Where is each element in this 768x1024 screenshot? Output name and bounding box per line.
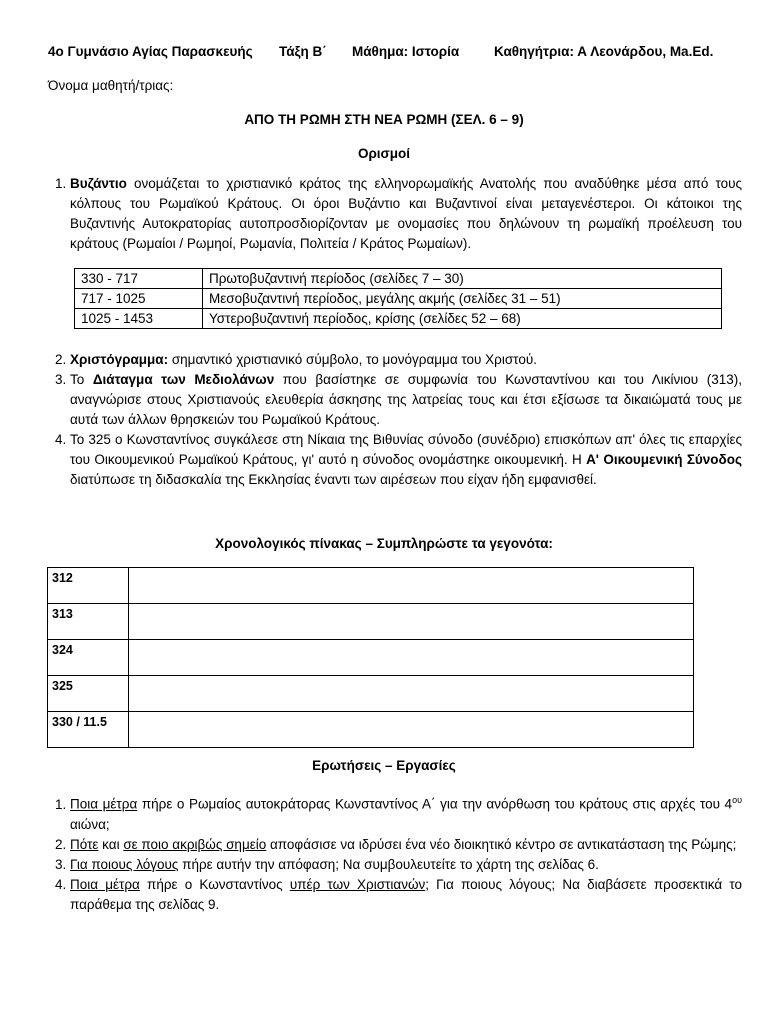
teacher-label: Καθηγήτρια: Α Λεονάρδου, Ma.Ed.	[494, 44, 714, 59]
period-desc: Υστεροβυζαντινή περίοδος, κρίσης (σελίδες 52 – 68)	[203, 309, 722, 329]
question-underlined: υπέρ των Χριστιανών	[289, 876, 426, 892]
school-name: 4ο Γυμνάσιο Αγίας Παρασκευής	[48, 44, 253, 59]
periods-table	[74, 268, 722, 329]
question-underlined: Πότε	[70, 836, 99, 852]
question-underlined: Ποια μέτρα	[70, 876, 140, 892]
chronology-table	[47, 567, 694, 748]
chrono-year: 312	[48, 568, 129, 604]
chrono-year: 324	[48, 640, 129, 676]
definition-item	[70, 350, 742, 370]
definition-item	[70, 430, 742, 490]
question-item	[70, 855, 742, 875]
chrono-event-cell[interactable]	[129, 712, 694, 748]
definition-term: Α' Οικουμενική Σύνοδος	[586, 452, 742, 467]
table-row	[75, 309, 722, 329]
definitions-list-continued	[48, 350, 742, 490]
period-years: 330 - 717	[75, 269, 203, 289]
table-row	[48, 568, 694, 604]
subject-label: Μάθημα: Ιστορία	[352, 44, 460, 59]
definition-term: Χριστόγραμμα:	[70, 352, 169, 367]
questions-heading: Ερωτήσεις – Εργασίες	[312, 758, 456, 773]
chrono-year: 325	[48, 676, 129, 712]
question-sup: ου	[732, 795, 742, 805]
table-row	[75, 289, 722, 309]
definition-pre: Το	[70, 372, 93, 387]
class-label: Τάξη Β΄	[279, 44, 327, 59]
chrono-heading: Χρονολογικός πίνακας – Συμπληρώστε τα γεγονότα:	[215, 536, 553, 551]
student-name-label: Όνομα μαθητή/τριας:	[48, 78, 174, 93]
question-text: πήρε ο Ρωμαίος αυτοκράτορας Κωνσταντίνος Α΄ για την ανόρθωση του κράτους στις αρχές του 4	[137, 796, 733, 812]
table-row	[48, 676, 694, 712]
definition-text: σημαντικό χριστιανικό σύμβολο, το μονόγραμμα του Χριστού.	[168, 352, 537, 367]
definitions-heading: Ορισμοί	[357, 146, 411, 161]
question-item	[70, 875, 742, 915]
period-desc: Μεσοβυζαντινή περίοδος, μεγάλης ακμής (σελίδες 31 – 51)	[203, 289, 722, 309]
definition-pre: Το 325 ο Κωνσταντίνος συγκάλεσε στη Νίκαια της Βιθυνίας σύνοδο (συνέδριο) επισκόπων απ' όλες τις επαρχίες του Οικουμενικού Ρωμαϊκού Κράτους, γι' αυτό η σύνοδος ονομάστηκε οικουμενική. Η	[70, 432, 742, 467]
chrono-year: 330 / 11.5	[48, 712, 129, 748]
question-text: αιώνα;	[70, 816, 110, 832]
definitions-list	[48, 174, 742, 254]
definition-item	[70, 370, 742, 430]
table-row	[48, 712, 694, 748]
definition-text: ονομάζεται το χριστιανικό κράτος της ελληνορωμαϊκής Ανατολής που αναδύθηκε μέσα από τους κόλπους του Ρωμαϊκού Κράτους. Οι όροι Βυζάντιο και Βυζαντινοί είναι μεταγενέστεροι. Οι κάτοικοι της Βυζαντινής Αυτοκρατορίας αυτοπροσδιορίζονταν με ονομασίες που δηλώνουν τη ρωμαϊκή προέλευση του κράτους (Ρωμαίοι / Ρωμηοί, Ρωμανία, Πολιτεία / Κράτος Ρωμαίων).	[70, 176, 742, 251]
question-text: αποφάσισε να ιδρύσει ένα νέο διοικητικό κέντρο σε αντικατάσταση της Ρώμης;	[266, 836, 737, 852]
question-text: πήρε ο Κωνσταντίνος	[139, 876, 290, 892]
table-row	[75, 269, 722, 289]
definition-text: διατύπωσε τη διδασκαλία της Εκκλησίας έναντι των αιρέσεων που είχαν ήδη εμφανισθεί.	[70, 472, 597, 487]
definition-term: Βυζάντιο	[70, 176, 127, 191]
chrono-event-cell[interactable]	[129, 640, 694, 676]
question-underlined: σε ποιο ακριβώς σημείο	[123, 836, 267, 852]
chrono-event-cell[interactable]	[129, 568, 694, 604]
chrono-event-cell[interactable]	[129, 604, 694, 640]
question-text: και	[98, 836, 124, 852]
chrono-year: 313	[48, 604, 129, 640]
definition-item	[70, 174, 742, 254]
question-text: ; Για ποιους λόγους; Να διαβάσετε προσεκτικά το παράθεμα της σελίδας 9.	[70, 876, 742, 912]
definition-text: που βασίστηκε σε συμφωνία του Κωνσταντίνου και του Λικίνιου (313), αναγνώρισε στους Χριστιανούς ελευθερία άσκησης της λατρείας τους και έτσι εξίσωσε τα δικαιώματά τους με αυτά των άλλων θρησκειών του Ρωμαϊκού Κράτους.	[70, 372, 742, 427]
period-years: 1025 - 1453	[75, 309, 203, 329]
period-years: 717 - 1025	[75, 289, 203, 309]
question-underlined: Για ποιους λόγους	[70, 856, 179, 872]
period-desc: Πρωτοβυζαντινή περίοδος (σελίδες 7 – 30)	[203, 269, 722, 289]
question-item	[70, 835, 742, 855]
question-text: πήρε αυτήν την απόφαση; Να συμβουλευτείτε το χάρτη της σελίδας 6.	[178, 856, 599, 872]
table-row	[48, 604, 694, 640]
questions-list	[48, 790, 742, 915]
page-title: ΑΠΟ ΤΗ ΡΩΜΗ ΣΤΗ ΝΕΑ ΡΩΜΗ (ΣΕΛ. 6 – 9)	[244, 112, 524, 127]
question-underlined: Ποια μέτρα	[70, 796, 138, 812]
table-row	[48, 640, 694, 676]
chrono-event-cell[interactable]	[129, 676, 694, 712]
definition-term: Διάταγμα των Μεδιολάνων	[92, 372, 275, 387]
question-item	[70, 790, 742, 835]
